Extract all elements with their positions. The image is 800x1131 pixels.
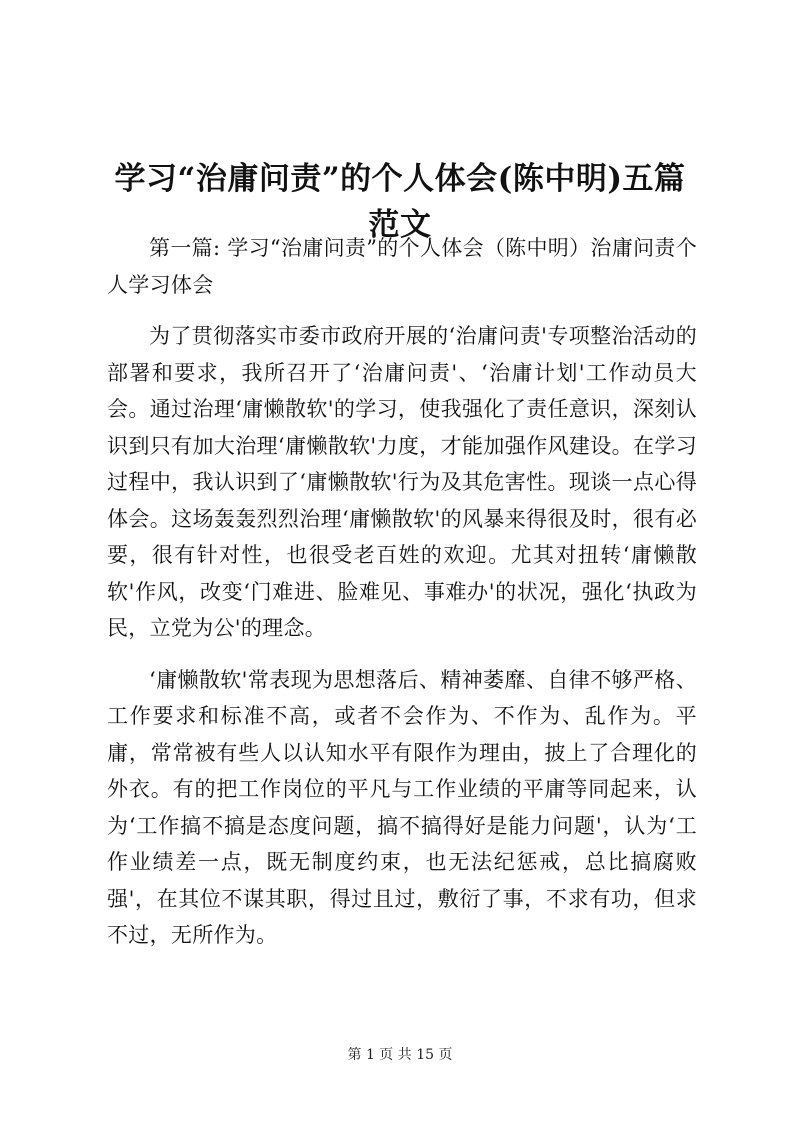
document-title: 学习“治庸问责”的个人体会(陈中明)五篇范文 <box>114 160 686 243</box>
document-body <box>107 230 697 969</box>
page-footer: 第 1 页 共 15 页 <box>347 1047 453 1063</box>
paragraph-2: 为了贯彻落实市委市政府开展的‘治庸问责'专项整治活动的部署和要求，我所召开了‘治庸问责'、‘治庸计划'工作动员大会。通过治理‘庸懒散软'的学习，使我强化了责任意识，深刻认识到只有加大治理‘庸懒散软'力度，才能加强作风建设。在学习过程中，我认识到了‘庸懒散软'行为及其危害性。现谈一点心得体会。这场轰轰烈烈治理‘庸懒散软'的风暴来得很及时，很有必要，很有针对性，也很受老百姓的欢迎。尤其对扭转‘庸懒散软'作风，改变‘门难进、脸难见、事难办'的状况，强化‘执政为民，立党为公'的理念。 <box>107 324 697 640</box>
paragraph-1: 第一篇: 学习“治庸问责”的个人体会（陈中明）治庸问责个人学习体会 <box>107 236 697 297</box>
paragraph-3: ‘庸懒散软'常表现为思想落后、精神萎靡、自律不够严格、工作要求和标准不高，或者不会作为、不作为、乱作为。平庸，常常被有些人以认知水平有限作为理由，披上了合理化的外衣。有的把工作岗位的平凡与工作业绩的平庸等同起来，认为‘工作搞不搞是态度问题，搞不搞得好是能力问题'，认为‘工作业绩差一点，既无制度约束，也无法纪惩戒，总比搞腐败强'，在其位不谋其职，得过且过，敷衍了事，不求有功，但求不过，无所作为。 <box>107 667 697 947</box>
